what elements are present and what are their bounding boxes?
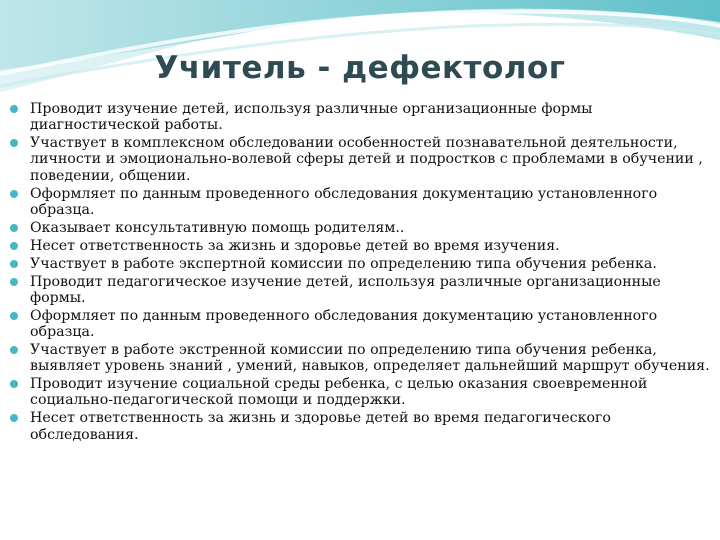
bullet-text: Несет ответственность за жизнь и здоровье детей во время педагогического обследования.	[30, 410, 611, 443]
bullet-text: Участвует в комплексном обследовании особенностей познавательной деятельности, личности и эмоционально-волевой сферы детей и подростков с проблемами в обучении , поведении, общении.	[30, 135, 703, 184]
bullet-icon	[10, 278, 18, 286]
bullet-text: Участвует в работе экстренной комиссии по определению типа обучения ребенка, выявляет уровень знаний , умений, навыков, определяет дальнейший маршрут обучения.	[30, 341, 710, 375]
list-item	[10, 410, 715, 443]
bullet-icon	[10, 346, 18, 354]
bullet-text: Несет ответственность за жизнь и здоровье детей во время изучения.	[30, 237, 560, 254]
bullet-icon	[10, 105, 18, 113]
bullet-text: Проводит педагогическое изучение детей, используя различные организационные формы.	[30, 273, 661, 306]
bullet-icon	[10, 190, 18, 198]
bullet-icon	[10, 414, 18, 422]
bullet-text: Оказывает консультативную помощь родителям..	[30, 219, 405, 236]
list-item	[10, 101, 715, 134]
page-title: Учитель - дефектолог	[154, 50, 566, 86]
bullet-text: Проводит изучение детей, используя различные организационные формы диагностической работы.	[30, 101, 593, 134]
list-item	[10, 376, 715, 409]
bullet-icon	[10, 224, 18, 232]
bullet-icon	[10, 242, 18, 250]
bullet-icon	[10, 260, 18, 268]
list-item	[10, 220, 715, 236]
list-item	[10, 238, 715, 254]
bullet-text: Оформляет по данным проведенного обследования документацию установленного образца.	[30, 185, 658, 218]
bullet-text: Проводит изучение социальной среды ребенка, с целью оказания своевременной социально-педагогической помощи и поддержки.	[30, 376, 648, 409]
bullet-icon	[10, 312, 18, 320]
bullet-text: Участвует в работе экспертной комиссии по определению типа обучения ребенка.	[30, 255, 657, 272]
list-item	[10, 308, 715, 341]
list-item	[10, 186, 715, 219]
bullet-text: Оформляет по данным проведенного обследования документацию установленного образца.	[30, 307, 658, 341]
bullet-list	[10, 101, 715, 444]
bullet-icon	[10, 380, 18, 388]
list-item	[10, 274, 715, 307]
list-item	[10, 135, 715, 184]
list-item	[10, 342, 715, 375]
list-item	[10, 256, 715, 272]
bullet-icon	[10, 139, 18, 147]
